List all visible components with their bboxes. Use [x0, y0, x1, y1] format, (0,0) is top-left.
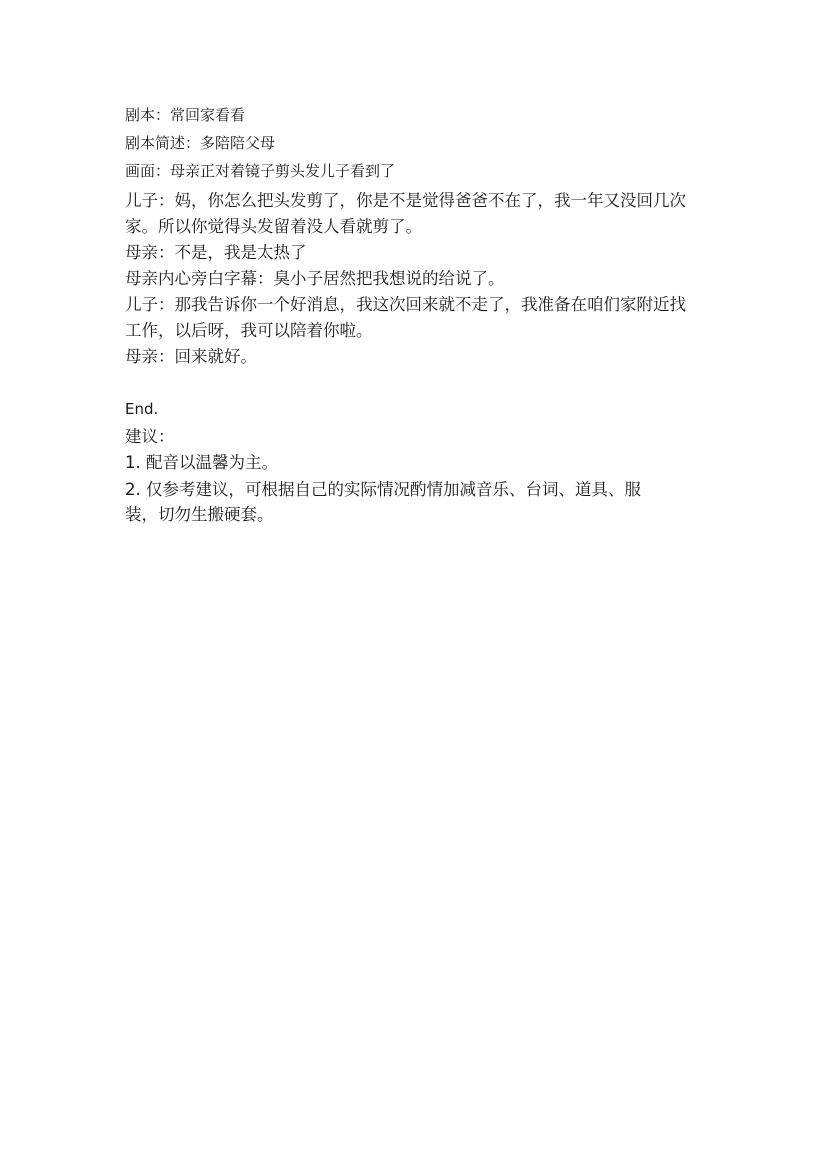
dialogue-line: 母亲内心旁白字幕：臭小子居然把我想说的给说了。 [125, 269, 505, 288]
scene-description: 画面：母亲正对着镜子剪头发儿子看到了 [125, 162, 396, 180]
end-marker: End. [125, 400, 159, 418]
document-page [125, 101, 705, 527]
dialogue-section [125, 188, 705, 370]
suggestions-heading: 建议： [125, 427, 175, 446]
dialogue-line: 母亲：不是，我是太热了 [125, 243, 307, 262]
suggestion-item: 2. 仅参考建议，可根据自己的实际情况酌情加减音乐、台词、道具、服装，切勿生搬硬套。 [125, 480, 641, 524]
dialogue-line: 儿子：那我告诉你一个好消息，我这次回来就不走了，我准备在咱们家附近找工作，以后呀，我可以陪着你啦。 [125, 295, 686, 340]
script-title: 剧本：常回家看看 [125, 106, 246, 124]
script-summary: 剧本简述：多陪陪父母 [125, 134, 276, 152]
dialogue-line: 母亲：回来就好。 [125, 347, 257, 366]
dialogue-line: 儿子：妈，你怎么把头发剪了，你是不是觉得爸爸不在了，我一年又没回几次家。所以你觉得头发留着没人看就剪了。 [125, 191, 686, 236]
suggestion-item: 1. 配音以温馨为主。 [125, 453, 278, 472]
blank-line [125, 370, 705, 396]
